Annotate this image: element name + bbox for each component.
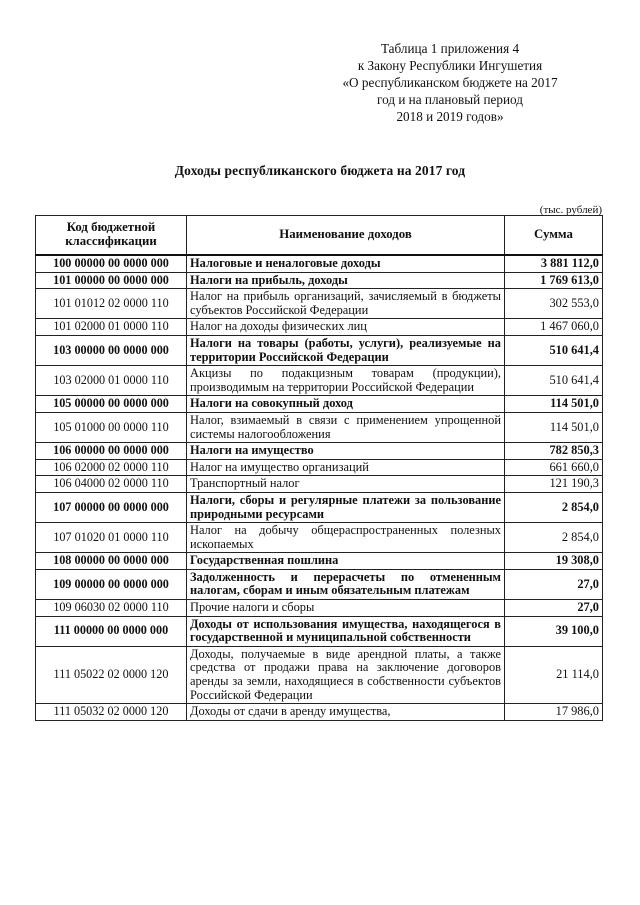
column-header-sum: Сумма	[505, 216, 603, 256]
name-cell: Транспортный налог	[187, 476, 505, 493]
name-cell: Налог на имущество организаций	[187, 459, 505, 476]
document-title: Доходы республиканского бюджета на 2017 год	[174, 163, 466, 178]
code-cell: 111 00000 00 0000 000	[36, 616, 187, 646]
name-cell: Государственная пошлина	[187, 553, 505, 570]
name-cell: Налог, взимаемый в связи с применением упрощенной системы налогообложения	[187, 412, 505, 442]
name-cell: Налог на доходы физических лиц	[187, 319, 505, 336]
code-cell: 111 05032 02 0000 120	[36, 704, 187, 721]
table-row	[36, 646, 603, 703]
units-note: (тыс. рублей)	[539, 204, 602, 216]
table-row	[36, 523, 603, 553]
name-cell: Налоги на прибыль, доходы	[187, 272, 505, 289]
sum-cell: 114 501,0	[505, 396, 603, 413]
sum-cell: 510 641,4	[505, 335, 603, 365]
table-row	[36, 396, 603, 413]
table-body	[36, 255, 603, 720]
name-cell: Налоги на товары (работы, услуги), реализуемые на территории Российской Федерации	[187, 335, 505, 365]
name-cell: Акцизы по подакцизным товарам (продукции), производимым на территории Российской Федерации	[187, 366, 505, 396]
code-cell: 101 02000 01 0000 110	[36, 319, 187, 336]
name-cell: Доходы от сдачи в аренду имущества,	[187, 704, 505, 721]
table-row	[36, 600, 603, 617]
sum-cell: 782 850,3	[505, 443, 603, 460]
sum-cell: 19 308,0	[505, 553, 603, 570]
appendix-header-line: год и на плановый период	[377, 92, 523, 107]
table-row	[36, 443, 603, 460]
name-cell: Налог на добычу общераспространенных полезных ископаемых	[187, 523, 505, 553]
appendix-header-line: 2018 и 2019 годов»	[396, 109, 504, 124]
sum-cell: 2 854,0	[505, 492, 603, 522]
table-row	[36, 492, 603, 522]
name-cell: Доходы от использования имущества, находящегося в государственной и муниципальной собственности	[187, 616, 505, 646]
name-cell: Налоги на совокупный доход	[187, 396, 505, 413]
sum-cell: 21 114,0	[505, 646, 603, 703]
name-cell: Налоги, сборы и регулярные платежи за пользование природными ресурсами	[187, 492, 505, 522]
table-row	[36, 366, 603, 396]
table-row	[36, 553, 603, 570]
name-cell: Доходы, получаемые в виде арендной платы, а также средства от продажи права на заключение договоров аренды за земли, находящиеся в собственности субъектов Российской Федерации	[187, 646, 505, 703]
table-row	[36, 272, 603, 289]
code-cell: 100 00000 00 0000 000	[36, 255, 187, 272]
table-header-row	[36, 216, 603, 256]
code-cell: 105 01000 00 0000 110	[36, 412, 187, 442]
name-cell: Налоги на имущество	[187, 443, 505, 460]
sum-cell: 302 553,0	[505, 289, 603, 319]
revenue-table	[35, 215, 603, 721]
appendix-header	[300, 40, 600, 125]
code-cell: 103 00000 00 0000 000	[36, 335, 187, 365]
table-row	[36, 704, 603, 721]
sum-cell: 661 660,0	[505, 459, 603, 476]
code-cell: 101 00000 00 0000 000	[36, 272, 187, 289]
name-cell: Налоговые и неналоговые доходы	[187, 255, 505, 272]
code-cell: 108 00000 00 0000 000	[36, 553, 187, 570]
appendix-header-line: к Закону Республики Ингушетия	[357, 58, 543, 73]
code-cell: 109 00000 00 0000 000	[36, 569, 187, 599]
sum-cell: 27,0	[505, 600, 603, 617]
appendix-header-line: «О республиканском бюджете на 2017	[342, 75, 558, 90]
code-cell: 106 02000 02 0000 110	[36, 459, 187, 476]
table-row	[36, 319, 603, 336]
name-cell: Прочие налоги и сборы	[187, 600, 505, 617]
table-row	[36, 335, 603, 365]
code-cell: 111 05022 02 0000 120	[36, 646, 187, 703]
code-cell: 106 00000 00 0000 000	[36, 443, 187, 460]
sum-cell: 1 467 060,0	[505, 319, 603, 336]
sum-cell: 1 769 613,0	[505, 272, 603, 289]
table-row	[36, 289, 603, 319]
code-cell: 106 04000 02 0000 110	[36, 476, 187, 493]
table-row	[36, 476, 603, 493]
code-cell: 107 00000 00 0000 000	[36, 492, 187, 522]
sum-cell: 27,0	[505, 569, 603, 599]
appendix-header-line: Таблица 1 приложения 4	[380, 41, 520, 56]
table-row	[36, 459, 603, 476]
sum-cell: 3 881 112,0	[505, 255, 603, 272]
table-row	[36, 412, 603, 442]
table-row	[36, 255, 603, 272]
code-cell: 103 02000 01 0000 110	[36, 366, 187, 396]
sum-cell: 114 501,0	[505, 412, 603, 442]
column-header-code: Код бюджетной классификации	[36, 216, 187, 256]
code-cell: 105 00000 00 0000 000	[36, 396, 187, 413]
code-cell: 101 01012 02 0000 110	[36, 289, 187, 319]
table-row	[36, 569, 603, 599]
sum-cell: 121 190,3	[505, 476, 603, 493]
code-cell: 109 06030 02 0000 110	[36, 600, 187, 617]
sum-cell: 2 854,0	[505, 523, 603, 553]
sum-cell: 510 641,4	[505, 366, 603, 396]
table-row	[36, 616, 603, 646]
name-cell: Задолженность и перерасчеты по отмененным налогам, сборам и иным обязательным платежам	[187, 569, 505, 599]
sum-cell: 39 100,0	[505, 616, 603, 646]
column-header-name: Наименование доходов	[187, 216, 505, 256]
code-cell: 107 01020 01 0000 110	[36, 523, 187, 553]
sum-cell: 17 986,0	[505, 704, 603, 721]
name-cell: Налог на прибыль организаций, зачисляемый в бюджеты субъектов Российской Федерации	[187, 289, 505, 319]
